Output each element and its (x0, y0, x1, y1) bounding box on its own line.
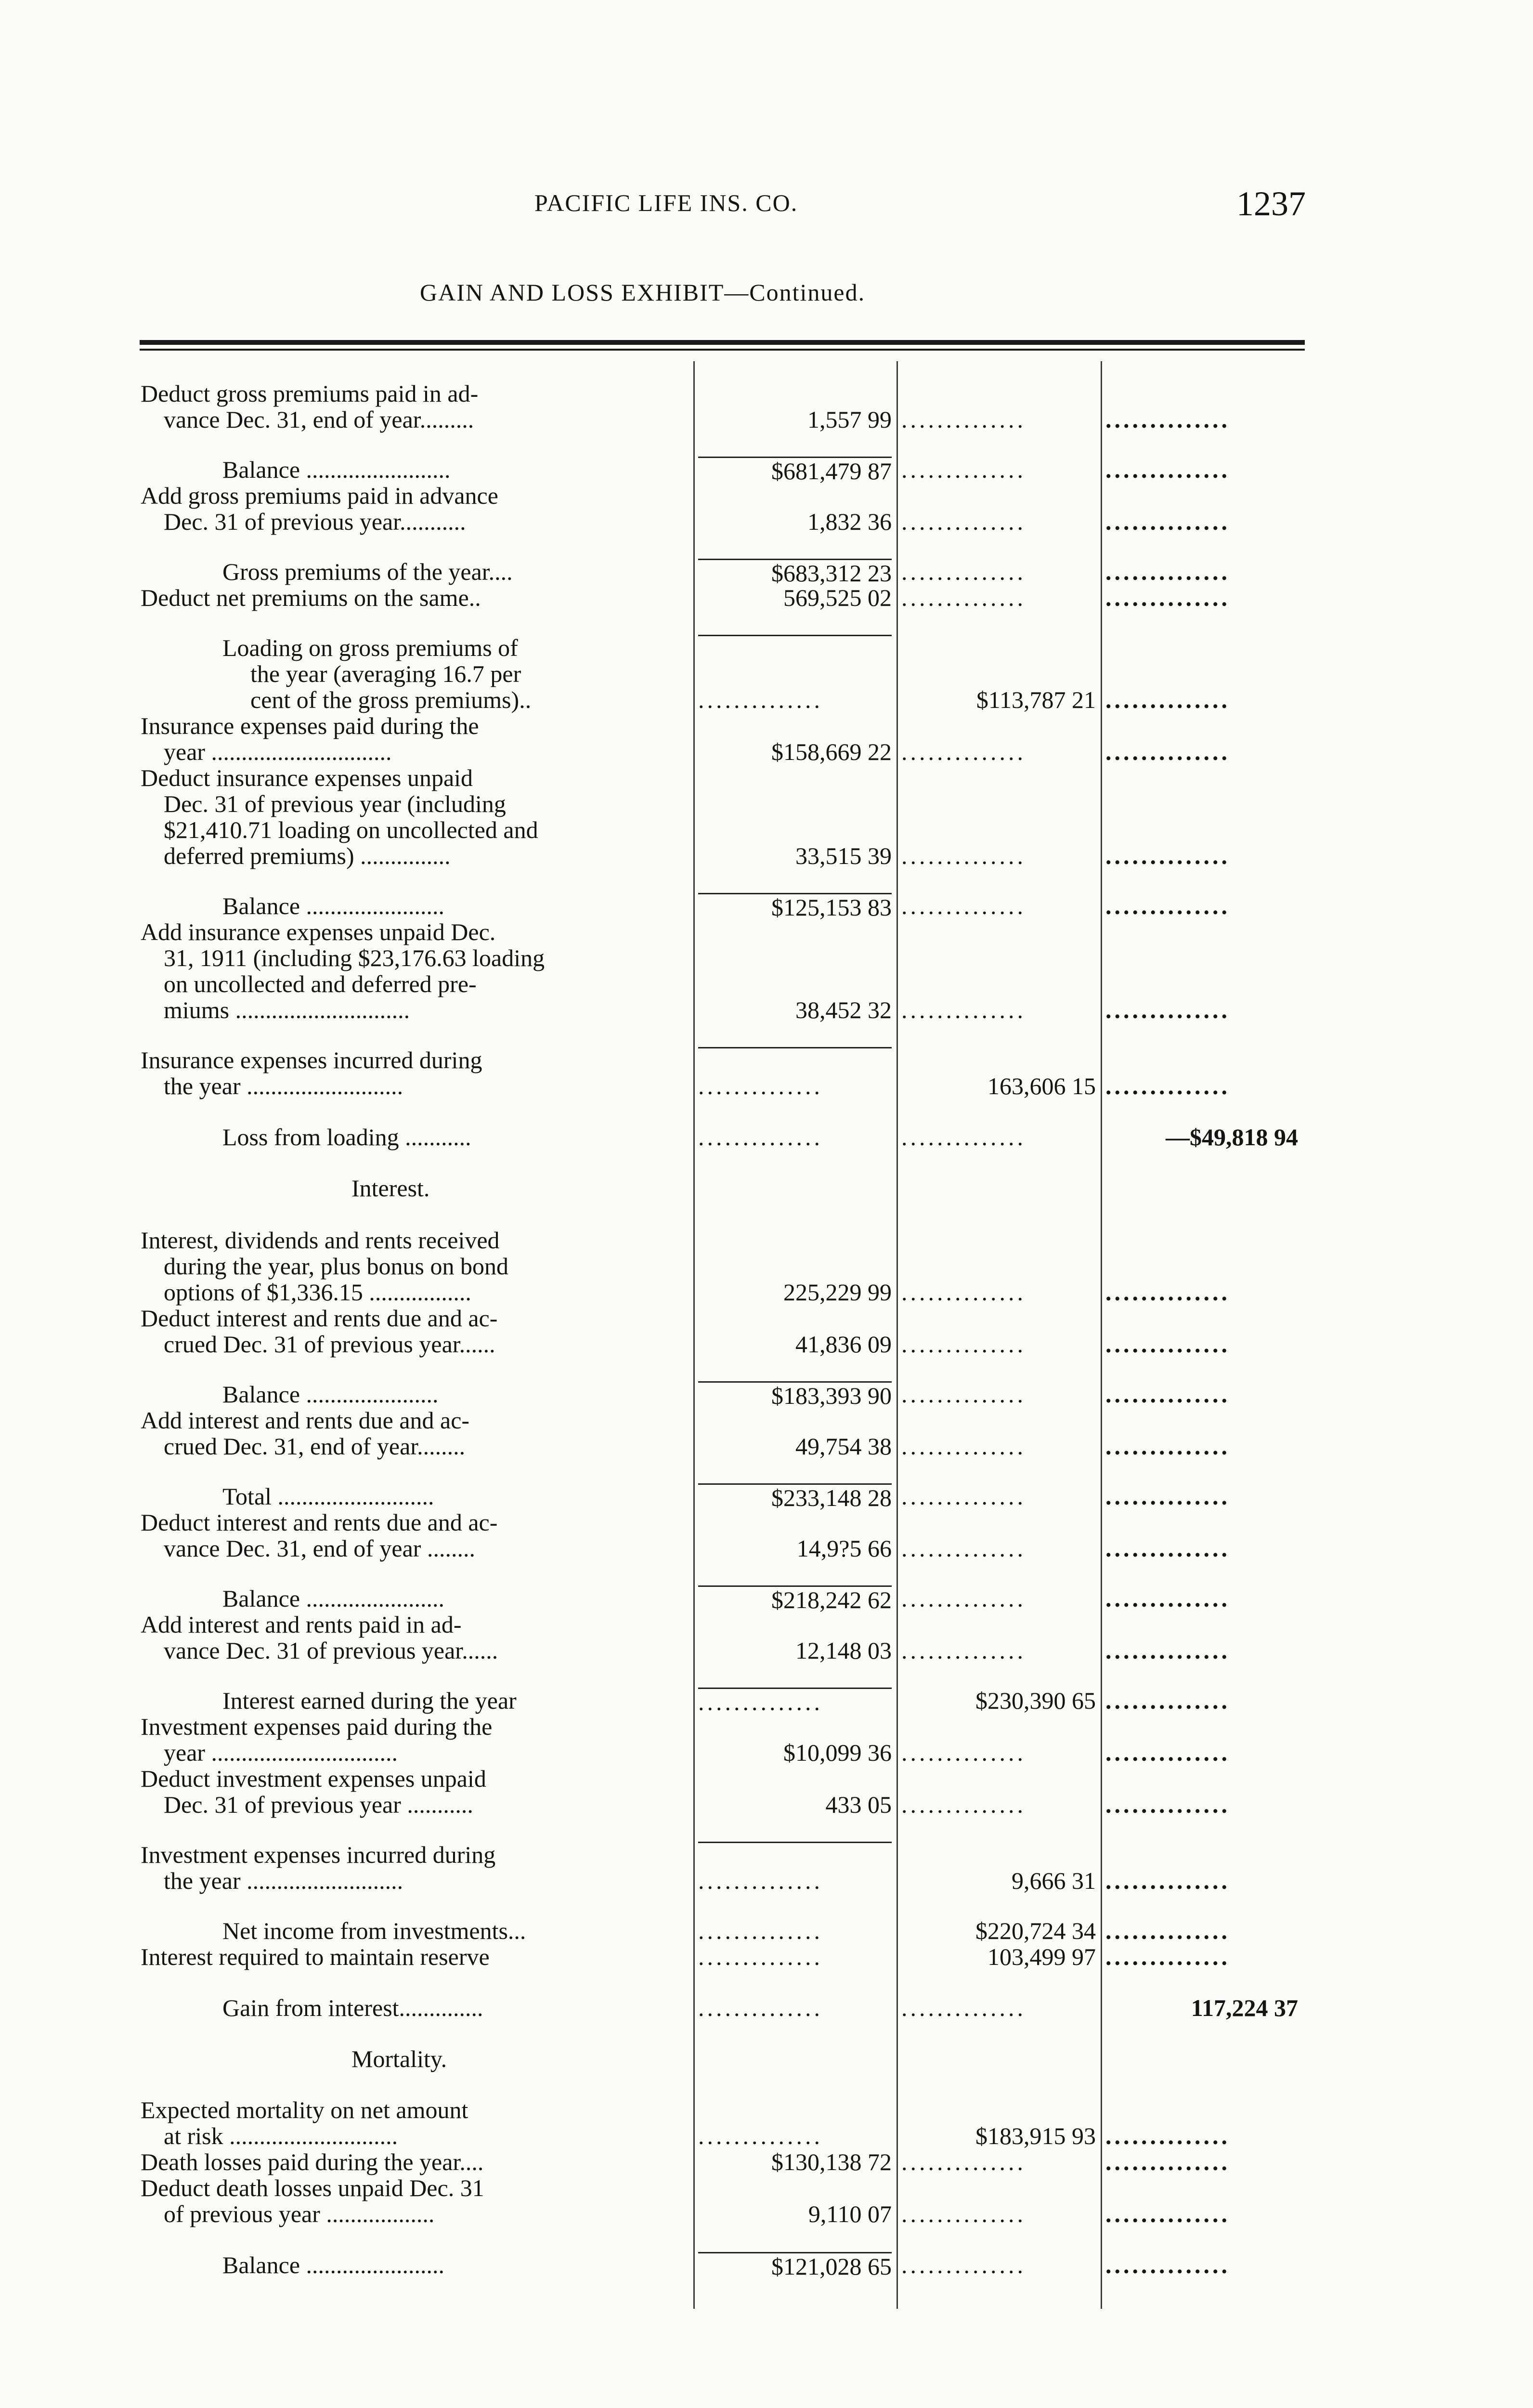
amount-cell-c1: .............. (698, 1124, 823, 1151)
table-row (0, 971, 1533, 997)
table-row (0, 2123, 1533, 2149)
row-label: year ............................... (164, 1739, 398, 1766)
row-label: of previous year .................. (164, 2200, 435, 2227)
row-label: Mortality. (351, 2045, 447, 2072)
amount-cell-c3: .............. (1105, 1381, 1230, 1408)
row-label: $21,410.71 loading on uncollected and (164, 816, 538, 843)
row-label: crued Dec. 31, end of year........ (164, 1433, 466, 1460)
row-label: Investment expenses incurred during (141, 1841, 496, 1868)
table-row (0, 380, 1533, 406)
table-row (0, 919, 1533, 945)
table-row (0, 1585, 1533, 1611)
table-row (0, 843, 1533, 869)
amount-cell-c1: .............. (698, 1073, 823, 1099)
amount-cell-c2: 103,499 97 (987, 1943, 1096, 1970)
amount-cell-c3: .............. (1105, 1943, 1230, 1970)
amount-cell-c1: 41,836 09 (795, 1331, 892, 1358)
row-label: the year .......................... (164, 1073, 403, 1099)
amount-cell-c3: .............. (1105, 2200, 1230, 2227)
amount-cell-c3: .............. (1105, 1279, 1230, 1306)
row-label: Add interest and rents due and ac- (141, 1407, 470, 1434)
amount-cell-c2: .............. (901, 1331, 1026, 1358)
row-label: Interest earned during the year (222, 1687, 517, 1714)
amount-cell-c3: .............. (1105, 1791, 1230, 1818)
row-label: Dec. 31 of previous year ........... (164, 1791, 473, 1818)
table-row (0, 1227, 1533, 1253)
row-label: Insurance expenses paid during the (141, 712, 479, 739)
amount-cell-c1: 1,557 99 (807, 406, 892, 433)
table-row (0, 2201, 1533, 2227)
amount-cell-c1: 1,832 36 (807, 508, 892, 535)
amount-cell-c3: .............. (1105, 2148, 1230, 2175)
amount-cell-c3: .............. (1105, 686, 1230, 713)
amount-cell-c1: .............. (698, 686, 823, 713)
amount-cell-c2: .............. (901, 2251, 1026, 2278)
amount-cell-c2: .............. (901, 892, 1026, 919)
amount-cell-c1: $10,099 36 (783, 1739, 892, 1766)
table-row (0, 509, 1533, 535)
amount-cell-c1: .............. (698, 1994, 823, 2021)
amount-cell-c2: .............. (901, 1739, 1026, 1766)
row-label: Interest. (351, 1175, 430, 1202)
amount-cell-c3: .............. (1105, 406, 1230, 433)
amount-cell-c3: .............. (1105, 1483, 1230, 1510)
amount-cell-c3: .............. (1105, 558, 1230, 585)
row-label: Deduct interest and rents due and ac- (141, 1305, 498, 1332)
amount-cell-c3: 117,224 37 (1191, 1994, 1298, 2021)
row-label: Deduct net premiums on the same.. (141, 584, 481, 611)
amount-cell-c1: 225,229 99 (783, 1279, 892, 1306)
row-label: Balance ....................... (222, 1585, 445, 1612)
table-row (0, 1279, 1533, 1305)
page-number: 1237 (1236, 184, 1306, 223)
amount-cell-c2: $183,915 93 (975, 2122, 1096, 2149)
table-row (0, 2046, 1533, 2072)
row-label: Gain from interest.............. (222, 1994, 483, 2021)
table-row (0, 1688, 1533, 1714)
amount-cell-c1: $233,148 28 (698, 1483, 892, 1511)
amount-cell-c2: $230,390 65 (975, 1687, 1096, 1714)
amount-cell-c3: .............. (1105, 2251, 1230, 2278)
table-row (0, 1331, 1533, 1357)
running-title: PACIFIC LIFE INS. CO. (534, 189, 798, 216)
amount-cell-c2: .............. (901, 996, 1026, 1023)
amount-cell-c3: .............. (1105, 508, 1230, 535)
table-row (0, 661, 1533, 687)
amount-cell-c3: .............. (1105, 1867, 1230, 1894)
amount-cell-c2: 9,666 31 (1012, 1867, 1096, 1894)
row-label: Deduct investment expenses unpaid (141, 1765, 486, 1792)
table-row (0, 687, 1533, 713)
table-row (0, 817, 1533, 843)
table-row (0, 1714, 1533, 1740)
row-label: at risk ............................ (164, 2122, 398, 2149)
amount-cell-c3: .............. (1105, 892, 1230, 919)
amount-cell-c3: .............. (1105, 1433, 1230, 1460)
amount-cell-c1: $121,028 65 (698, 2252, 892, 2279)
table-row (0, 997, 1533, 1023)
row-label: Loading on gross premiums of (222, 634, 518, 661)
row-label: Deduct gross premiums paid in ad- (141, 380, 479, 407)
amount-cell-c2: .............. (901, 1483, 1026, 1510)
row-label: Balance ...................... (222, 1381, 439, 1408)
amount-cell-c1 (698, 1047, 892, 1048)
table-row (0, 1253, 1533, 1279)
amount-cell-c1 (698, 1842, 892, 1843)
amount-cell-c1: $158,669 22 (771, 738, 892, 765)
row-label: Loss from loading ........... (222, 1124, 471, 1151)
table-row (0, 1305, 1533, 1331)
amount-cell-c2: .............. (901, 2200, 1026, 2227)
amount-cell-c1: 569,525 02 (783, 584, 892, 611)
row-label: Expected mortality on net amount (141, 2096, 468, 2123)
row-label: vance Dec. 31 of previous year...... (164, 1637, 498, 1664)
table-row (0, 1381, 1533, 1407)
row-label: Add insurance expenses unpaid Dec. (141, 918, 496, 945)
amount-cell-c2: .............. (901, 1637, 1026, 1664)
table-row (0, 1407, 1533, 1433)
row-label: Deduct death losses unpaid Dec. 31 (141, 2174, 484, 2201)
row-label: vance Dec. 31, end of year ........ (164, 1535, 475, 1562)
row-label: Dec. 31 of previous year (including (164, 790, 506, 817)
amount-cell-c1: 433 05 (825, 1791, 892, 1818)
amount-cell-c3: .............. (1105, 456, 1230, 483)
table-row (0, 893, 1533, 919)
table-row (0, 1766, 1533, 1792)
amount-cell-c2: .............. (901, 1791, 1026, 1818)
table-row (0, 1740, 1533, 1766)
amount-cell-c1: 12,148 03 (795, 1637, 892, 1664)
table-row (0, 739, 1533, 765)
amount-cell-c3: .............. (1105, 996, 1230, 1023)
row-label: cent of the gross premiums).. (250, 686, 532, 713)
row-label: Net income from investments... (222, 1917, 526, 1944)
amount-cell-c2: .............. (901, 1381, 1026, 1408)
amount-cell-c3: .............. (1105, 1585, 1230, 1612)
amount-cell-c2: .............. (901, 1585, 1026, 1612)
amount-cell-c2: .............. (901, 406, 1026, 433)
row-label: options of $1,336.15 ................. (164, 1279, 471, 1306)
amount-cell-c2: .............. (901, 2148, 1026, 2175)
amount-cell-c2: .............. (901, 584, 1026, 611)
table-top-rule-thin (140, 349, 1305, 351)
amount-cell-c2: .............. (901, 558, 1026, 585)
amount-cell-c3: .............. (1105, 1637, 1230, 1664)
amount-cell-c1: .............. (698, 1917, 823, 1944)
table-row (0, 1842, 1533, 1868)
table-row (0, 1433, 1533, 1459)
amount-cell-c3: .............. (1105, 738, 1230, 765)
table-row (0, 945, 1533, 971)
table-row (0, 559, 1533, 585)
table-row (0, 713, 1533, 739)
amount-cell-c1: 14,9?5 66 (796, 1535, 892, 1562)
table-row (0, 2097, 1533, 2123)
table-row (0, 2252, 1533, 2278)
table-row (0, 457, 1533, 483)
amount-cell-c1 (698, 635, 892, 636)
table-row (0, 1535, 1533, 1561)
table-row (0, 1868, 1533, 1894)
amount-cell-c2: .............. (901, 738, 1026, 765)
row-label: Deduct insurance expenses unpaid (141, 764, 473, 791)
table-row (0, 1944, 1533, 1970)
table-row (0, 1509, 1533, 1535)
amount-cell-c2: .............. (901, 1124, 1026, 1151)
row-label: the year .......................... (164, 1867, 403, 1894)
amount-cell-c1: $218,242 62 (698, 1585, 892, 1613)
row-label: Add gross premiums paid in advance (141, 482, 498, 509)
table-row (0, 1637, 1533, 1663)
amount-cell-c2: .............. (901, 842, 1026, 869)
row-label: Add interest and rents paid in ad- (141, 1611, 462, 1638)
amount-cell-c3: .............. (1105, 1331, 1230, 1358)
amount-cell-c1: 38,452 32 (795, 996, 892, 1023)
amount-cell-c2: .............. (901, 1535, 1026, 1562)
row-label: vance Dec. 31, end of year......... (164, 406, 474, 433)
amount-cell-c3: .............. (1105, 584, 1230, 611)
table-row (0, 765, 1533, 791)
amount-cell-c1: $130,138 72 (771, 2148, 892, 2175)
amount-cell-c1: 9,110 07 (808, 2200, 892, 2227)
amount-cell-c1: $683,312 23 (698, 559, 892, 586)
row-label: Interest, dividends and rents received (141, 1227, 500, 1254)
table-row (0, 1611, 1533, 1637)
amount-cell-c2: $220,724 34 (975, 1917, 1096, 1944)
row-label: Insurance expenses incurred during (141, 1047, 482, 1073)
table-row (0, 2149, 1533, 2175)
row-label: miums ............................. (164, 996, 410, 1023)
table-row (0, 1073, 1533, 1099)
amount-cell-c3: .............. (1105, 1687, 1230, 1714)
row-label: Balance ........................ (222, 456, 451, 483)
amount-cell-c1: 33,515 39 (795, 842, 892, 869)
row-label: Death losses paid during the year.... (141, 2148, 484, 2175)
table-top-rule (140, 340, 1305, 345)
row-label: on uncollected and deferred pre- (164, 970, 477, 997)
table-row (0, 406, 1533, 432)
amount-cell-c2: .............. (901, 1994, 1026, 2021)
row-label: Interest required to maintain reserve (141, 1943, 490, 1970)
row-label: Total .......................... (222, 1483, 434, 1510)
row-label: crued Dec. 31 of previous year...... (164, 1331, 495, 1358)
amount-cell-c3: .............. (1105, 842, 1230, 869)
amount-cell-c3: .............. (1105, 1917, 1230, 1944)
row-label: Balance ....................... (222, 892, 445, 919)
row-label: the year (averaging 16.7 per (250, 660, 521, 687)
table-row (0, 1792, 1533, 1818)
amount-cell-c2: .............. (901, 1279, 1026, 1306)
exhibit-title: GAIN AND LOSS EXHIBIT—Continued. (420, 279, 866, 306)
table-row (0, 1995, 1533, 2021)
table-row (0, 1483, 1533, 1509)
amount-cell-c1: .............. (698, 1867, 823, 1894)
amount-cell-c3: .............. (1105, 2122, 1230, 2149)
amount-cell-c2: $113,787 21 (976, 686, 1096, 713)
table-row (0, 1918, 1533, 1944)
table-row (0, 1124, 1533, 1150)
row-label: deferred premiums) ............... (164, 842, 451, 869)
amount-cell-c3: .............. (1105, 1073, 1230, 1099)
amount-cell-c1: $125,153 83 (698, 893, 892, 920)
amount-cell-c1: .............. (698, 2122, 823, 2149)
table-row (0, 2175, 1533, 2201)
row-label: Gross premiums of the year.... (222, 558, 513, 585)
table-row (0, 483, 1533, 509)
row-label: Deduct interest and rents due and ac- (141, 1509, 498, 1536)
row-label: year .............................. (164, 738, 392, 765)
row-label: 31, 1911 (including $23,176.63 loading (164, 944, 545, 971)
amount-cell-c3: .............. (1105, 1739, 1230, 1766)
amount-cell-c2: .............. (901, 1433, 1026, 1460)
amount-cell-c2: .............. (901, 456, 1026, 483)
row-label: during the year, plus bonus on bond (164, 1253, 508, 1280)
table-row (0, 1175, 1533, 1201)
amount-cell-c1: $183,393 90 (698, 1381, 892, 1409)
amount-cell-c1: $681,479 87 (698, 457, 892, 484)
table-row (0, 791, 1533, 817)
table-row (0, 585, 1533, 611)
row-label: Investment expenses paid during the (141, 1713, 493, 1740)
amount-cell-c3: —$49,818 94 (1166, 1124, 1298, 1151)
amount-cell-c1: .............. (698, 1688, 892, 1715)
table-row (0, 635, 1533, 661)
row-label: Balance ....................... (222, 2251, 445, 2278)
amount-cell-c1: .............. (698, 1943, 823, 1970)
amount-cell-c2: 163,606 15 (987, 1073, 1096, 1099)
row-label: Dec. 31 of previous year........... (164, 508, 466, 535)
table-row (0, 1047, 1533, 1073)
amount-cell-c2: .............. (901, 508, 1026, 535)
amount-cell-c1: 49,754 38 (795, 1433, 892, 1460)
amount-cell-c3: .............. (1105, 1535, 1230, 1562)
